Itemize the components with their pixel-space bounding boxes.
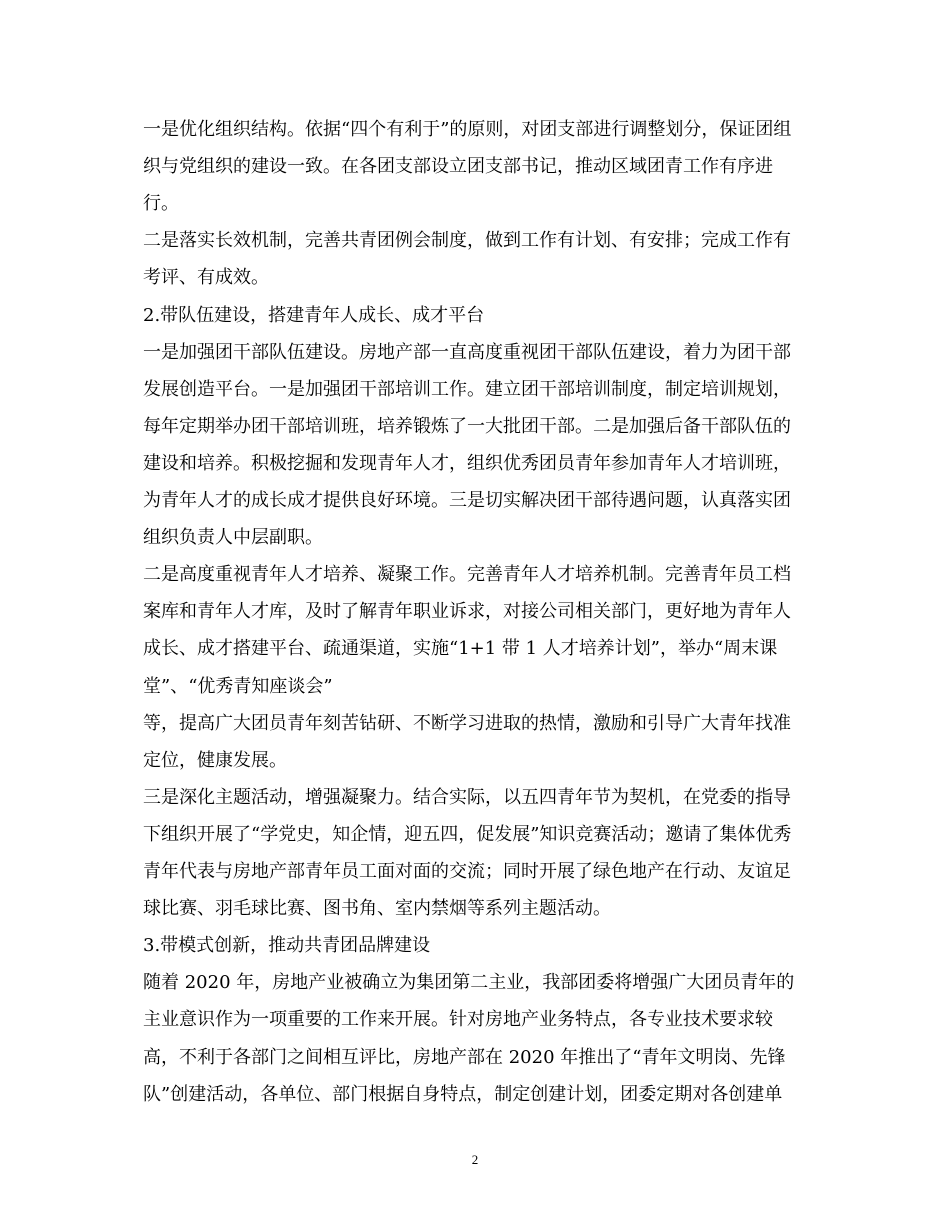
text-line: 下组织开展了“学党史，知企情，迎五四，促发展”知识竞赛活动；邀请了集体优秀 <box>143 823 792 845</box>
text-line: 二是高度重视青年人才培养、凝聚工作。完善青年人才培养机制。完善青年员工档 <box>143 564 791 586</box>
text-line: 二是落实长效机制，完善共青团例会制度，做到工作有计划、有安排；完成工作有 <box>143 230 791 252</box>
text-line: 三是深化主题活动，增强凝聚力。结合实际，以五四青年节为契机，在党委的指导 <box>143 786 791 808</box>
text-line: 随着 2020 年，房地产业被确立为集团第二主业，我部团委将增强广大团员青年的 <box>143 972 795 994</box>
page-number: 2 <box>471 1152 479 1167</box>
text-line: 堂”、“优秀青知座谈会” <box>143 675 333 697</box>
text-line: 织与党组织的建设一致。在各团支部设立团支部书记，推动区域团青工作有序进 <box>143 156 773 178</box>
text-line: 队”创建活动，各单位、部门根据自身特点，制定创建计划，团委定期对各创建单 <box>143 1083 783 1105</box>
text-line: 3.带模式创新，推动共青团品牌建设 <box>143 935 431 957</box>
text-line: 青年代表与房地产部青年员工面对面的交流；同时开展了绿色地产在行动、友谊足 <box>143 861 791 882</box>
text-line: 为青年人才的成长成才提供良好环境。三是切实解决团干部待遇问题，认真落实团 <box>143 490 791 511</box>
text-line: 球比赛、羽毛球比赛、图书角、室内禁烟等系列主题活动。 <box>143 898 611 920</box>
text-line: 主业意识作为一项重要的工作来开展。针对房地产业务特点，各专业技术要求较 <box>143 1009 773 1031</box>
text-line: 一是加强团干部队伍建设。房地产部一直高度重视团干部队伍建设，着力为团干部 <box>143 341 791 363</box>
text-line: 成长、成才搭建平台、疏通渠道，实施“1+1 带 1 人才培养计划”，举办“周末课 <box>143 638 778 660</box>
text-line: 一是优化组织结构。依据“四个有利于”的原则，对团支部进行调整划分，保证团组 <box>143 119 792 140</box>
text-line: 建设和培养。积极挖掘和发现青年人才，组织优秀团员青年参加青年人才培训班， <box>143 452 791 474</box>
text-line: 案库和青年人才库，及时了解青年职业诉求，对接公司相关部门，更好地为青年人 <box>143 601 791 623</box>
text-line: 2.带队伍建设，搭建青年人成长、成才平台 <box>143 304 485 326</box>
text-line: 等，提高广大团员青年刻苦钻研、不断学习进取的热情，激励和引导广大青年找准 <box>143 712 791 734</box>
text-line: 考评、有成效。 <box>143 267 269 289</box>
text-line: 每年定期举办团干部培训班，培养锻炼了一大批团干部。二是加强后备干部队伍的 <box>143 415 791 437</box>
text-line: 发展创造平台。一是加强团干部培训工作。建立团干部培训制度，制定培训规划， <box>143 378 791 400</box>
text-line: 定位，健康发展。 <box>143 749 287 771</box>
text-line: 行。 <box>143 193 179 215</box>
text-line: 高，不利于各部门之间相互评比，房地产部在 2020 年推出了“青年文明岗、先锋 <box>143 1046 786 1068</box>
text-line: 组织负责人中层副职。 <box>143 527 323 549</box>
